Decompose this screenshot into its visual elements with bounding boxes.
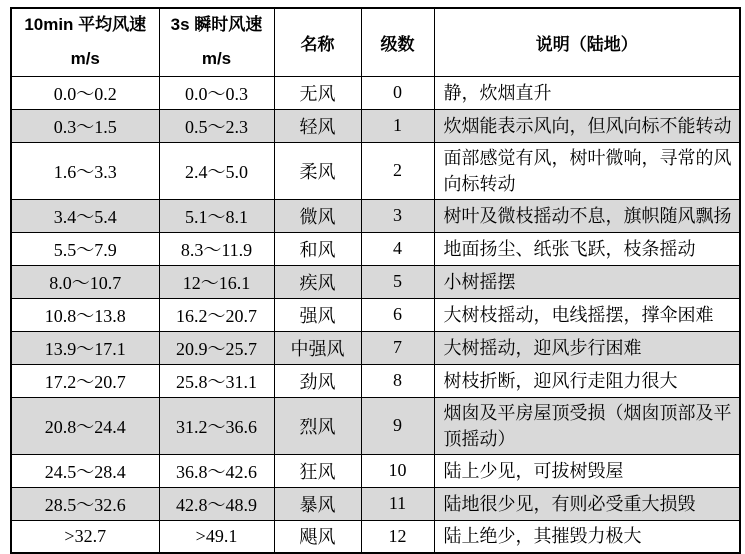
cell-avg-wind-speed: 0.0～0.2 — [11, 76, 159, 109]
table-row — [11, 331, 740, 364]
table-row — [11, 487, 740, 520]
cell-gust-wind-speed: 16.2～20.7 — [159, 298, 274, 331]
cell-wind-name: 柔风 — [274, 142, 361, 199]
cell-wind-level: 8 — [361, 364, 434, 397]
cell-description: 大树枝摇动，电线摇摆，撑伞困难 — [434, 298, 740, 331]
cell-gust-wind-speed: 0.5～2.3 — [159, 109, 274, 142]
column-header-description: 说明（陆地） — [434, 8, 740, 76]
cell-description: 烟囱及平房屋顶受损（烟囱顶部及平顶摇动） — [434, 397, 740, 454]
cell-gust-wind-speed: 0.0～0.3 — [159, 76, 274, 109]
cell-wind-level: 4 — [361, 232, 434, 265]
table-row — [11, 364, 740, 397]
cell-wind-name: 强风 — [274, 298, 361, 331]
cell-gust-wind-speed: 8.3～11.9 — [159, 232, 274, 265]
cell-gust-wind-speed: 12～16.1 — [159, 265, 274, 298]
cell-wind-name: 轻风 — [274, 109, 361, 142]
cell-gust-wind-speed: 20.9～25.7 — [159, 331, 274, 364]
cell-description: 大树摇动，迎风步行困难 — [434, 331, 740, 364]
cell-description: 面部感觉有风，树叶微响，寻常的风向标转动 — [434, 142, 740, 199]
cell-avg-wind-speed: 20.8～24.4 — [11, 397, 159, 454]
cell-description: 静，炊烟直升 — [434, 76, 740, 109]
cell-wind-name: 疾风 — [274, 265, 361, 298]
column-header-avg-wind-speed — [11, 8, 159, 76]
cell-wind-level: 10 — [361, 454, 434, 487]
column-header-wind-level: 级数 — [361, 8, 434, 76]
cell-avg-wind-speed: 10.8～13.8 — [11, 298, 159, 331]
cell-description: 炊烟能表示风向，但风向标不能转动 — [434, 109, 740, 142]
cell-wind-level: 6 — [361, 298, 434, 331]
cell-wind-name: 烈风 — [274, 397, 361, 454]
cell-gust-wind-speed: 42.8～48.9 — [159, 487, 274, 520]
cell-wind-name: 无风 — [274, 76, 361, 109]
table-row — [11, 142, 740, 199]
table-row — [11, 265, 740, 298]
cell-wind-level: 2 — [361, 142, 434, 199]
cell-wind-level: 7 — [361, 331, 434, 364]
header-gust-title: 3s 瞬时风速 — [170, 15, 263, 35]
cell-description: 陆上少见，可拔树毁屋 — [434, 454, 740, 487]
cell-gust-wind-speed: 2.4～5.0 — [159, 142, 274, 199]
table-row — [11, 454, 740, 487]
header-avg-title: 10min 平均风速 — [24, 15, 147, 35]
header-avg-unit: m/s — [70, 49, 100, 69]
cell-wind-level: 3 — [361, 199, 434, 232]
cell-gust-wind-speed: >49.1 — [159, 520, 274, 553]
cell-avg-wind-speed: 24.5～28.4 — [11, 454, 159, 487]
table-body — [11, 76, 740, 553]
cell-wind-name: 微风 — [274, 199, 361, 232]
cell-wind-name: 狂风 — [274, 454, 361, 487]
header-gust-unit: m/s — [201, 49, 232, 69]
cell-wind-level: 0 — [361, 76, 434, 109]
cell-wind-name: 中强风 — [274, 331, 361, 364]
cell-description: 陆上绝少，其摧毁力极大 — [434, 520, 740, 553]
cell-gust-wind-speed: 36.8～42.6 — [159, 454, 274, 487]
cell-avg-wind-speed: 0.3～1.5 — [11, 109, 159, 142]
cell-wind-name: 飓风 — [274, 520, 361, 553]
cell-description: 小树摇摆 — [434, 265, 740, 298]
column-header-gust-wind-speed — [159, 8, 274, 76]
table-row — [11, 232, 740, 265]
cell-avg-wind-speed: >32.7 — [11, 520, 159, 553]
cell-avg-wind-speed: 8.0～10.7 — [11, 265, 159, 298]
cell-description: 树枝折断，迎风行走阻力很大 — [434, 364, 740, 397]
cell-gust-wind-speed: 25.8～31.1 — [159, 364, 274, 397]
cell-wind-level: 5 — [361, 265, 434, 298]
table-row — [11, 298, 740, 331]
cell-description: 陆地很少见，有则必受重大损毁 — [434, 487, 740, 520]
table-row — [11, 76, 740, 109]
table-row — [11, 397, 740, 454]
wind-scale-table — [10, 7, 741, 554]
cell-avg-wind-speed: 13.9～17.1 — [11, 331, 159, 364]
cell-wind-name: 暴风 — [274, 487, 361, 520]
cell-avg-wind-speed: 17.2～20.7 — [11, 364, 159, 397]
header-row — [11, 8, 740, 76]
column-header-wind-name: 名称 — [274, 8, 361, 76]
cell-wind-level: 9 — [361, 397, 434, 454]
cell-gust-wind-speed: 5.1～8.1 — [159, 199, 274, 232]
cell-wind-level: 12 — [361, 520, 434, 553]
table-row — [11, 109, 740, 142]
cell-avg-wind-speed: 3.4～5.4 — [11, 199, 159, 232]
cell-wind-name: 和风 — [274, 232, 361, 265]
cell-description: 地面扬尘、纸张飞跃，枝条摇动 — [434, 232, 740, 265]
cell-wind-name: 劲风 — [274, 364, 361, 397]
cell-wind-level: 1 — [361, 109, 434, 142]
table-row — [11, 199, 740, 232]
cell-description: 树叶及微枝摇动不息，旗帜随风飘扬 — [434, 199, 740, 232]
cell-wind-level: 11 — [361, 487, 434, 520]
cell-gust-wind-speed: 31.2～36.6 — [159, 397, 274, 454]
cell-avg-wind-speed: 1.6～3.3 — [11, 142, 159, 199]
cell-avg-wind-speed: 28.5～32.6 — [11, 487, 159, 520]
cell-avg-wind-speed: 5.5～7.9 — [11, 232, 159, 265]
table-row — [11, 520, 740, 553]
